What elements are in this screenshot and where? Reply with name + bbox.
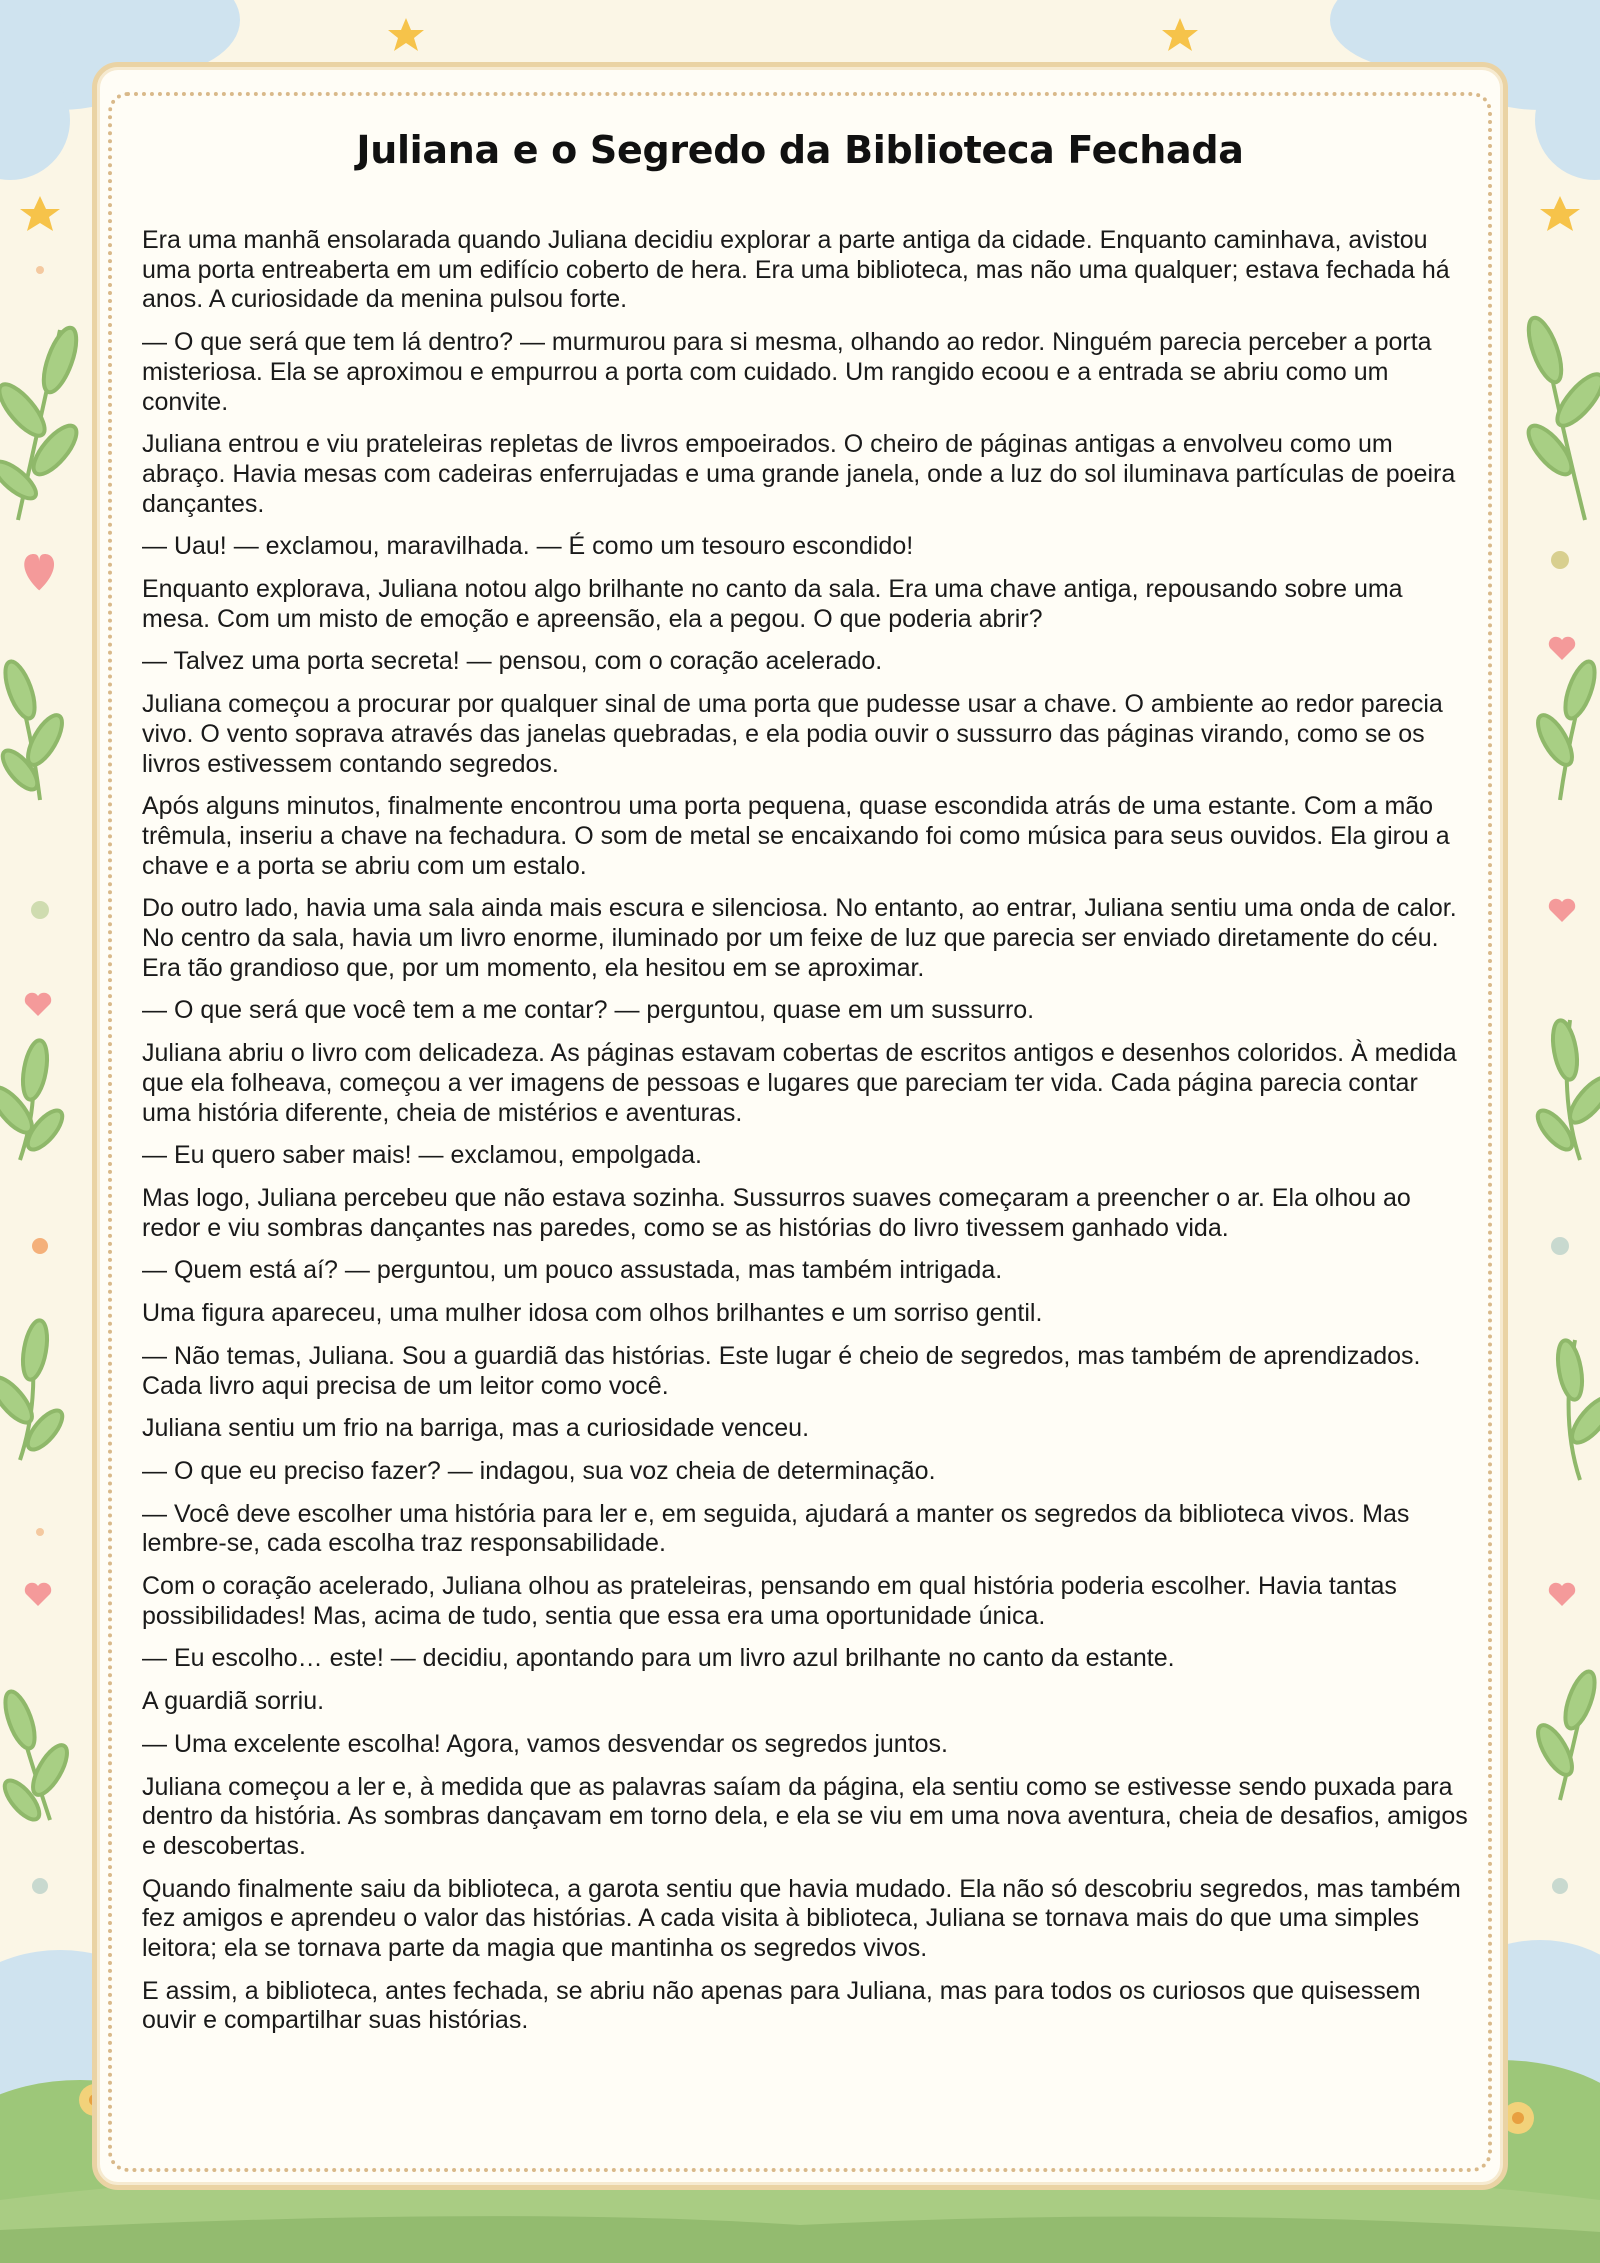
star-icon [1162, 18, 1198, 51]
leaf-branch-icon [1531, 1668, 1600, 1800]
leaf-branch-icon [1522, 314, 1600, 520]
leaf-branch-icon [0, 658, 69, 800]
heart-icon [1549, 637, 1575, 660]
story-paragraph: — O que eu preciso fazer? — indagou, sua voz cheia de determinação. [142, 1456, 936, 1485]
leaf-branch-icon [0, 1319, 68, 1460]
story-paragraph: Enquanto explorava, Juliana notou algo brilhante no canto da sala. Era uma chave antiga, repousando sobre uma mesa. Com um misto de emoção e apreensão, ela a pegou. O que poderia abrir? [142, 575, 1403, 633]
story-paragraph: Juliana começou a procurar por qualquer sinal de uma porta que pudesse usar a chave. O ambiente ao redor parecia vivo. O vento soprava através das janelas quebradas, e ela podia ouvir o sussurro das páginas virando, como se os livros estivessem contando segredos. [142, 690, 1443, 778]
story-body [142, 226, 1468, 2049]
star-icon [1540, 196, 1580, 231]
heart-icon [25, 993, 51, 1016]
story-paragraph: Mas logo, Juliana percebeu que não estava sozinha. Sussurros suaves começaram a preencher o ar. Ela olhou ao redor e viu sombras dançantes nas paredes, como se as histórias do livro tivessem ganhado vida. [142, 1183, 1411, 1242]
story-paragraph: Juliana abriu o livro com delicadeza. As páginas estavam cobertas de escritos antigos e desenhos coloridos. À medida que ela folheava, começou a ver imagens de pessoas e lugares que pareciam ter vida. Cada página parecia contar uma história diferente, cheia de mistérios e aventuras. [142, 1039, 1457, 1127]
story-paragraph: Após alguns minutos, finalmente encontrou uma porta pequena, quase escondida atrás de uma estante. Com a mão trêmula, inseriu a chave na fechadura. O som de metal se encaixando foi como música para seus ouvidos. Ela girou a chave e a porta se abriu com um estalo. [142, 792, 1450, 880]
story-paragraph: — Talvez uma porta secreta! — pensou, com o coração acelerado. [142, 647, 883, 676]
story-paragraph: Era uma manhã ensolarada quando Juliana decidiu explorar a parte antiga da cidade. Enquanto caminhava, avistou uma porta entreaberta em um edifício coberto de hera. Era uma biblioteca, mas não uma qualquer; estava fechada há anos. A curiosidade da menina pulsou forte. [142, 226, 1450, 314]
heart-icon [1549, 899, 1575, 922]
story-paragraph: — Você deve escolher uma história para ler e, em seguida, ajudará a manter os segredos da biblioteca vivos. Mas lembre-se, cada escolha traz responsabilidade. [142, 1499, 1410, 1558]
story-paragraph: — Eu quero saber mais! — exclamou, empolgada. [142, 1141, 702, 1170]
story-paragraph: — Uau! — exclamou, maravilhada. — É como um tesouro escondido! [142, 532, 914, 561]
leaf-branch-icon [1531, 658, 1600, 800]
heart-icon [25, 1583, 51, 1606]
star-icon [388, 18, 424, 51]
leaf-branch-icon [0, 324, 83, 520]
story-paragraph: A guardiã sorriu. [142, 1687, 325, 1716]
story-paragraph: Uma figura apareceu, uma mulher idosa com olhos brilhantes e um sorriso gentil. [142, 1299, 1043, 1328]
story-paragraph: — O que será que você tem a me contar? — perguntou, quase em um sussurro. [142, 996, 1035, 1025]
story-paragraph: Quando finalmente saiu da biblioteca, a garota sentiu que havia mudado. Ela não só descobriu segredos, mas também fez amigos e aprendeu o valor das histórias. A cada visita à biblioteca, Juliana se tornava mais do que uma simples leitora; ela se tornava parte da magia que mantinha os segredos vivos. [142, 1874, 1461, 1963]
story-paragraph: — O que será que tem lá dentro? — murmurou para si mesma, olhando ao redor. Ninguém parecia perceber a porta misteriosa. Ela se aproximou e empurrou a porta com cuidado. Um rangido ecoou e a entrada se abriu como um convite. [142, 328, 1432, 416]
story-title: Juliana e o Segredo da Biblioteca Fechada [356, 128, 1244, 172]
heart-icon [1549, 1583, 1575, 1606]
story-paragraph: Do outro lado, havia uma sala ainda mais escura e silenciosa. No entanto, ao entrar, Juliana sentiu uma onda de calor. No centro da sala, havia um livro enorme, iluminado por um feixe de luz que parecia ser enviado diretamente do céu. Era tão grandioso que, por um momento, ela hesitou em se aproximar. [142, 894, 1457, 982]
story-paragraph: Juliana começou a ler e, à medida que as palavras saíam da página, ela sentiu como se estivesse sendo puxada para dentro da história. As sombras dançavam em torno dela, e ela se viu em uma nova aventura, cheia de desafios, amigos e descobertas. [142, 1772, 1468, 1860]
story-paragraph: — Eu escolho… este! — decidiu, apontando para um livro azul brilhante no canto da estante. [142, 1644, 1175, 1673]
leaf-branch-icon [1554, 1339, 1600, 1480]
story-paragraph: — Uma excelente escolha! Agora, vamos desvendar os segredos juntos. [142, 1729, 948, 1758]
story-paragraph: Juliana entrou e viu prateleiras repletas de livros empoeirados. O cheiro de páginas antigas a envolveu como um abraço. Havia mesas com cadeiras enferrujadas e uma grande janela, onde a luz do sol iluminava partículas de poeira dançantes. [142, 430, 1456, 518]
story-paragraph: E assim, a biblioteca, antes fechada, se abriu não apenas para Juliana, mas para todos os curiosos que quisessem ouvir e compartilhar suas histórias. [142, 1976, 1421, 2035]
story-paragraph: — Quem está aí? — perguntou, um pouco assustada, mas também intrigada. [142, 1256, 1003, 1285]
story-paragraph: Com o coração acelerado, Juliana olhou as prateleiras, pensando em qual história poderia escolher. Havia tantas possibilidades! Mas, acima de tudo, sentia que essa era uma oportunidade única. [142, 1572, 1397, 1630]
leaf-branch-icon [0, 1688, 74, 1825]
star-icon [20, 196, 60, 231]
story-paragraph: — Não temas, Juliana. Sou a guardiã das histórias. Este lugar é cheio de segredos, mas também de aprendizados. Cada livro aqui precisa de um leitor como você. [142, 1341, 1421, 1400]
leaf-branch-icon [1532, 1019, 1600, 1160]
leaf-branch-icon [0, 1039, 68, 1160]
heart-icon [24, 554, 54, 590]
story-paragraph: Juliana sentiu um frio na barriga, mas a curiosidade venceu. [142, 1414, 810, 1443]
